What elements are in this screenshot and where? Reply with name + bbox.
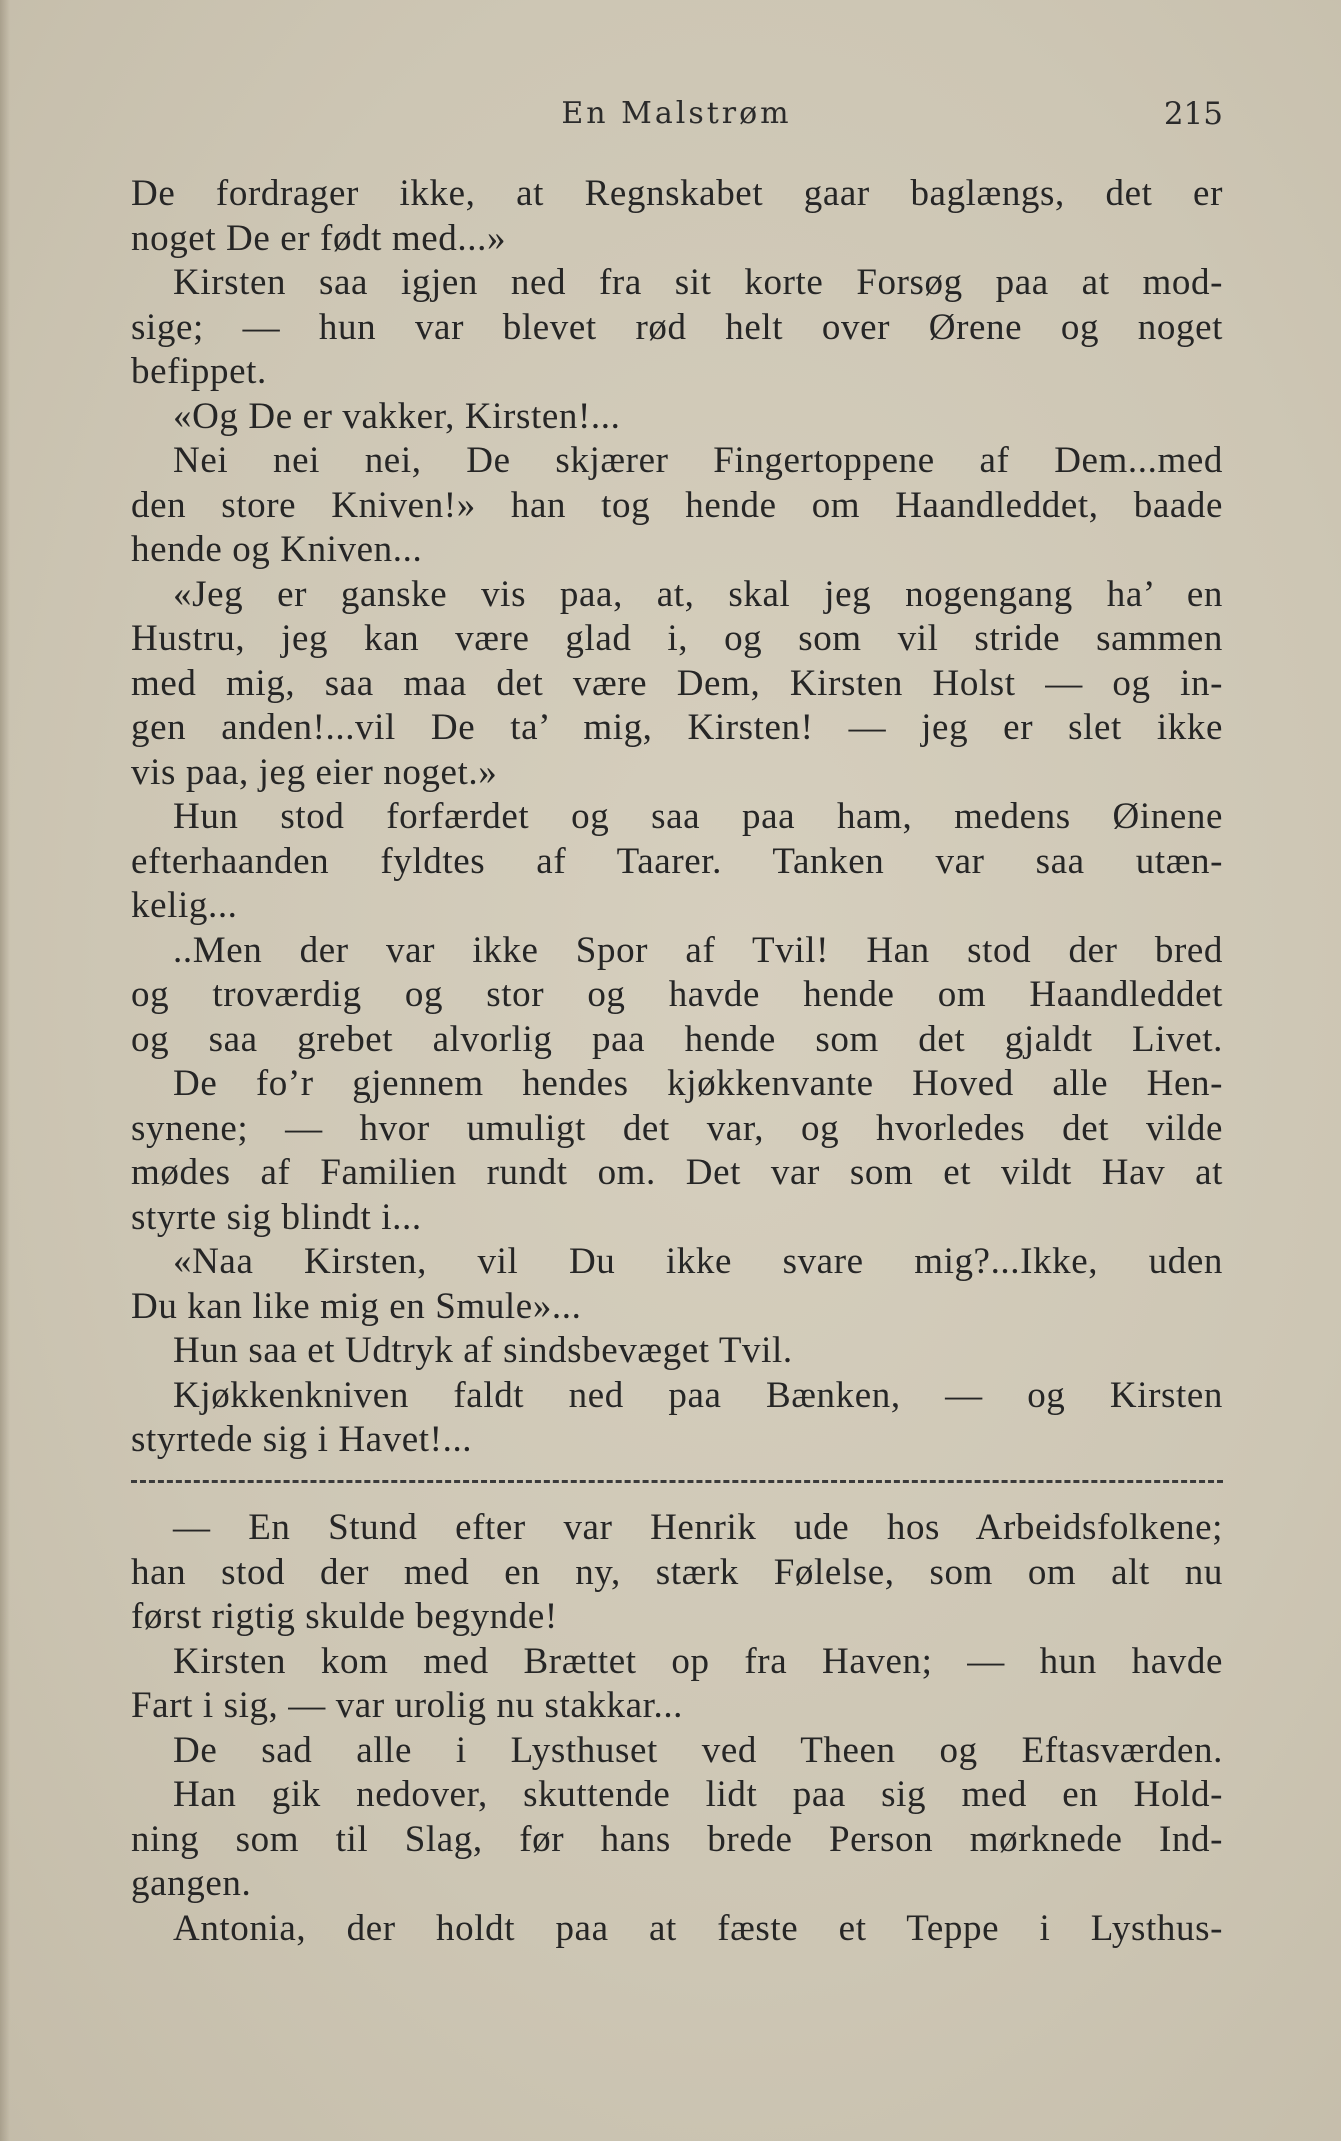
text-line: ..Men der var ikke Spor af Tvil! Han stod der bred	[173, 929, 1223, 971]
text-line: og troværdig og stor og havde hende om Haandleddet	[131, 974, 1223, 1015]
text-line: synene; — hvor umuligt det var, og hvorledes det vilde	[131, 1107, 1223, 1149]
text-line: han stod der med en ny, stærk Følelse, som om alt nu	[131, 1551, 1223, 1593]
text-line: befippet.	[131, 351, 267, 392]
text-line: Kirsten kom med Brættet op fra Haven; — hun havde	[173, 1640, 1223, 1682]
text-line: med mig, saa maa det være Dem, Kirsten Holst — og in-	[131, 662, 1223, 704]
text-line: noget De er født med...»	[131, 217, 507, 259]
page-edge-shadow	[0, 0, 10, 2141]
text-line: ning som til Slag, før hans brede Person mørknede Ind-	[131, 1818, 1223, 1860]
text-line: Du kan like mig en Smule»...	[131, 1285, 582, 1327]
text-line: vis paa, jeg eier noget.»	[131, 751, 498, 793]
text-line: De fo’r gjennem hendes kjøkkenvante Hoved alle Hen-	[173, 1063, 1223, 1104]
text-line: De sad alle i Lysthuset ved Theen og Eftasværden.	[173, 1729, 1223, 1771]
text-line: styrtede sig i Havet!...	[131, 1419, 473, 1460]
text-line: kelig...	[131, 885, 238, 926]
text-line: hende og Kniven...	[131, 529, 423, 570]
running-title: En Malstrøm	[561, 96, 792, 131]
text-line: Hustru, jeg kan være glad i, og som vil stride sammen	[131, 618, 1223, 659]
text-line: «Jeg er ganske vis paa, at, skal jeg nogengang ha’ en	[173, 573, 1223, 615]
text-line: Antonia, der holdt paa at fæste et Teppe i Lysthus-	[173, 1907, 1223, 1949]
text-line: Han gik nedover, skuttende lidt paa sig med en Hold-	[173, 1774, 1223, 1815]
text-line: «Naa Kirsten, vil Du ikke svare mig?...Ikke, uden	[173, 1241, 1223, 1282]
text-line: sige; — hun var blevet rød helt over Ørene og noget	[131, 306, 1223, 348]
text-line: Nei nei nei, De skjærer Fingertoppene af Dem...med	[173, 440, 1223, 481]
text-line: efterhaanden fyldtes af Taarer. Tanken var saa utæn-	[131, 840, 1223, 882]
section-divider	[131, 1480, 1223, 1483]
text-line: gen anden!...vil De ta’ mig, Kirsten! — jeg er slet ikke	[131, 707, 1223, 748]
text-line: Hun stod forfærdet og saa paa ham, medens Øinene	[173, 796, 1223, 837]
text-line: Kirsten saa igjen ned fra sit korte Forsøg paa at mod-	[173, 262, 1223, 303]
text-line: De fordrager ikke, at Regnskabet gaar baglængs, det er	[131, 173, 1223, 214]
text-line: «Og De er vakker, Kirsten!...	[173, 395, 621, 437]
page-number: 215	[1163, 96, 1223, 132]
page-header	[130, 96, 1223, 146]
text-line: og saa grebet alvorlig paa hende som det gjaldt Livet.	[131, 1018, 1223, 1060]
text-line: mødes af Familien rundt om. Det var som et vildt Hav at	[131, 1152, 1223, 1193]
text-line: Kjøkkenkniven faldt ned paa Bænken, — og Kirsten	[173, 1374, 1223, 1416]
body-text-section-2	[131, 1506, 1223, 1951]
text-line: gangen.	[131, 1863, 252, 1904]
text-line: først rigtig skulde begynde!	[131, 1596, 558, 1637]
text-line: styrte sig blindt i...	[131, 1196, 422, 1238]
text-line: — En Stund efter var Henrik ude hos Arbeidsfolkene;	[173, 1507, 1223, 1548]
body-text-section-1	[131, 172, 1223, 1463]
text-line: Fart i sig, — var urolig nu stakkar...	[131, 1685, 684, 1726]
text-line: den store Kniven!» han tog hende om Haandleddet, baade	[131, 484, 1223, 526]
text-line: Hun saa et Udtryk af sindsbevæget Tvil.	[173, 1330, 793, 1371]
